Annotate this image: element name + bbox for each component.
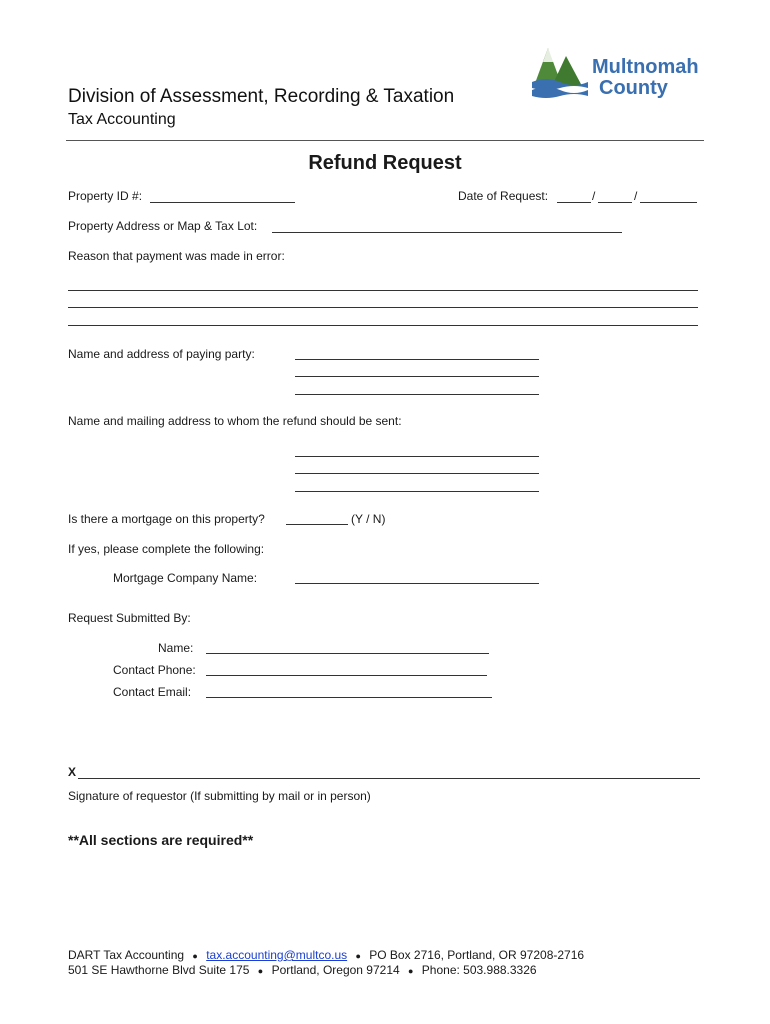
reason-line-1[interactable] xyxy=(68,290,698,291)
date-label: Date of Request: xyxy=(458,189,549,203)
mortgage-company-field[interactable] xyxy=(295,583,539,584)
header-divider xyxy=(66,140,704,141)
date-day-field[interactable] xyxy=(598,202,632,203)
paying-party-line-3[interactable] xyxy=(295,394,539,395)
division-title: Division of Assessment, Recording & Taxation xyxy=(68,86,455,107)
required-note: **All sections are required** xyxy=(68,832,254,848)
name-field[interactable] xyxy=(206,653,489,654)
property-id-label: Property ID #: xyxy=(68,189,143,203)
date-sep-2: / xyxy=(634,189,638,203)
paying-party-label: Name and address of paying party: xyxy=(68,347,255,361)
email-field[interactable] xyxy=(206,697,492,698)
email-label: Contact Email: xyxy=(113,685,192,699)
logo-text-county: County xyxy=(599,77,668,99)
refund-to-line-2[interactable] xyxy=(295,473,539,474)
if-yes-label: If yes, please complete the following: xyxy=(68,542,265,556)
reason-line-3[interactable] xyxy=(68,325,698,326)
refund-to-label: Name and mailing address to whom the refund should be sent: xyxy=(68,414,402,428)
phone-label: Contact Phone: xyxy=(113,663,196,677)
footer-line-1 xyxy=(68,948,584,962)
property-id-field[interactable] xyxy=(150,202,295,203)
name-label: Name: xyxy=(158,641,194,655)
date-month-field[interactable] xyxy=(557,202,591,203)
footer-bullet-3: ● xyxy=(257,966,264,976)
date-year-field[interactable] xyxy=(640,202,697,203)
mortgage-question: Is there a mortgage on this property? xyxy=(68,512,265,526)
footer-street: 501 SE Hawthorne Blvd Suite 175 xyxy=(68,963,250,977)
refund-to-line-3[interactable] xyxy=(295,491,539,492)
county-logo xyxy=(530,46,700,102)
footer-bullet-2: ● xyxy=(355,951,361,961)
logo-text-multnomah: Multnomah xyxy=(592,56,699,78)
footer-bullet-1: ● xyxy=(192,951,198,961)
footer-org: DART Tax Accounting xyxy=(68,948,185,962)
signature-field[interactable] xyxy=(78,778,700,779)
address-field[interactable] xyxy=(272,232,622,233)
reason-line-2[interactable] xyxy=(68,307,698,308)
refund-to-line-1[interactable] xyxy=(295,456,539,457)
signature-label: Signature of requestor (If submitting by mail or in person) xyxy=(68,789,371,803)
date-sep-1: / xyxy=(592,189,596,203)
subdivision-title: Tax Accounting xyxy=(68,111,176,128)
form-title: Refund Request xyxy=(308,152,462,174)
mortgage-options: (Y / N) xyxy=(351,512,386,526)
footer-line-2 xyxy=(68,963,537,977)
mortgage-yn-field[interactable] xyxy=(286,524,348,525)
paying-party-line-1[interactable] xyxy=(295,359,539,360)
footer-email-link[interactable]: tax.accounting@multco.us xyxy=(206,948,348,962)
signature-x: X xyxy=(68,765,77,779)
mortgage-company-label: Mortgage Company Name: xyxy=(113,571,258,585)
paying-party-line-2[interactable] xyxy=(295,376,539,377)
address-label: Property Address or Map & Tax Lot: xyxy=(68,219,258,233)
phone-field[interactable] xyxy=(206,675,487,676)
reason-label: Reason that payment was made in error: xyxy=(68,249,285,263)
submitted-by-label: Request Submitted By: xyxy=(68,611,191,625)
footer-phone: Phone: 503.988.3326 xyxy=(421,963,537,977)
footer-po-box: PO Box 2716, Portland, OR 97208-2716 xyxy=(369,948,585,962)
footer-city: Portland, Oregon 97214 xyxy=(271,963,400,977)
footer-bullet-4: ● xyxy=(408,966,414,976)
